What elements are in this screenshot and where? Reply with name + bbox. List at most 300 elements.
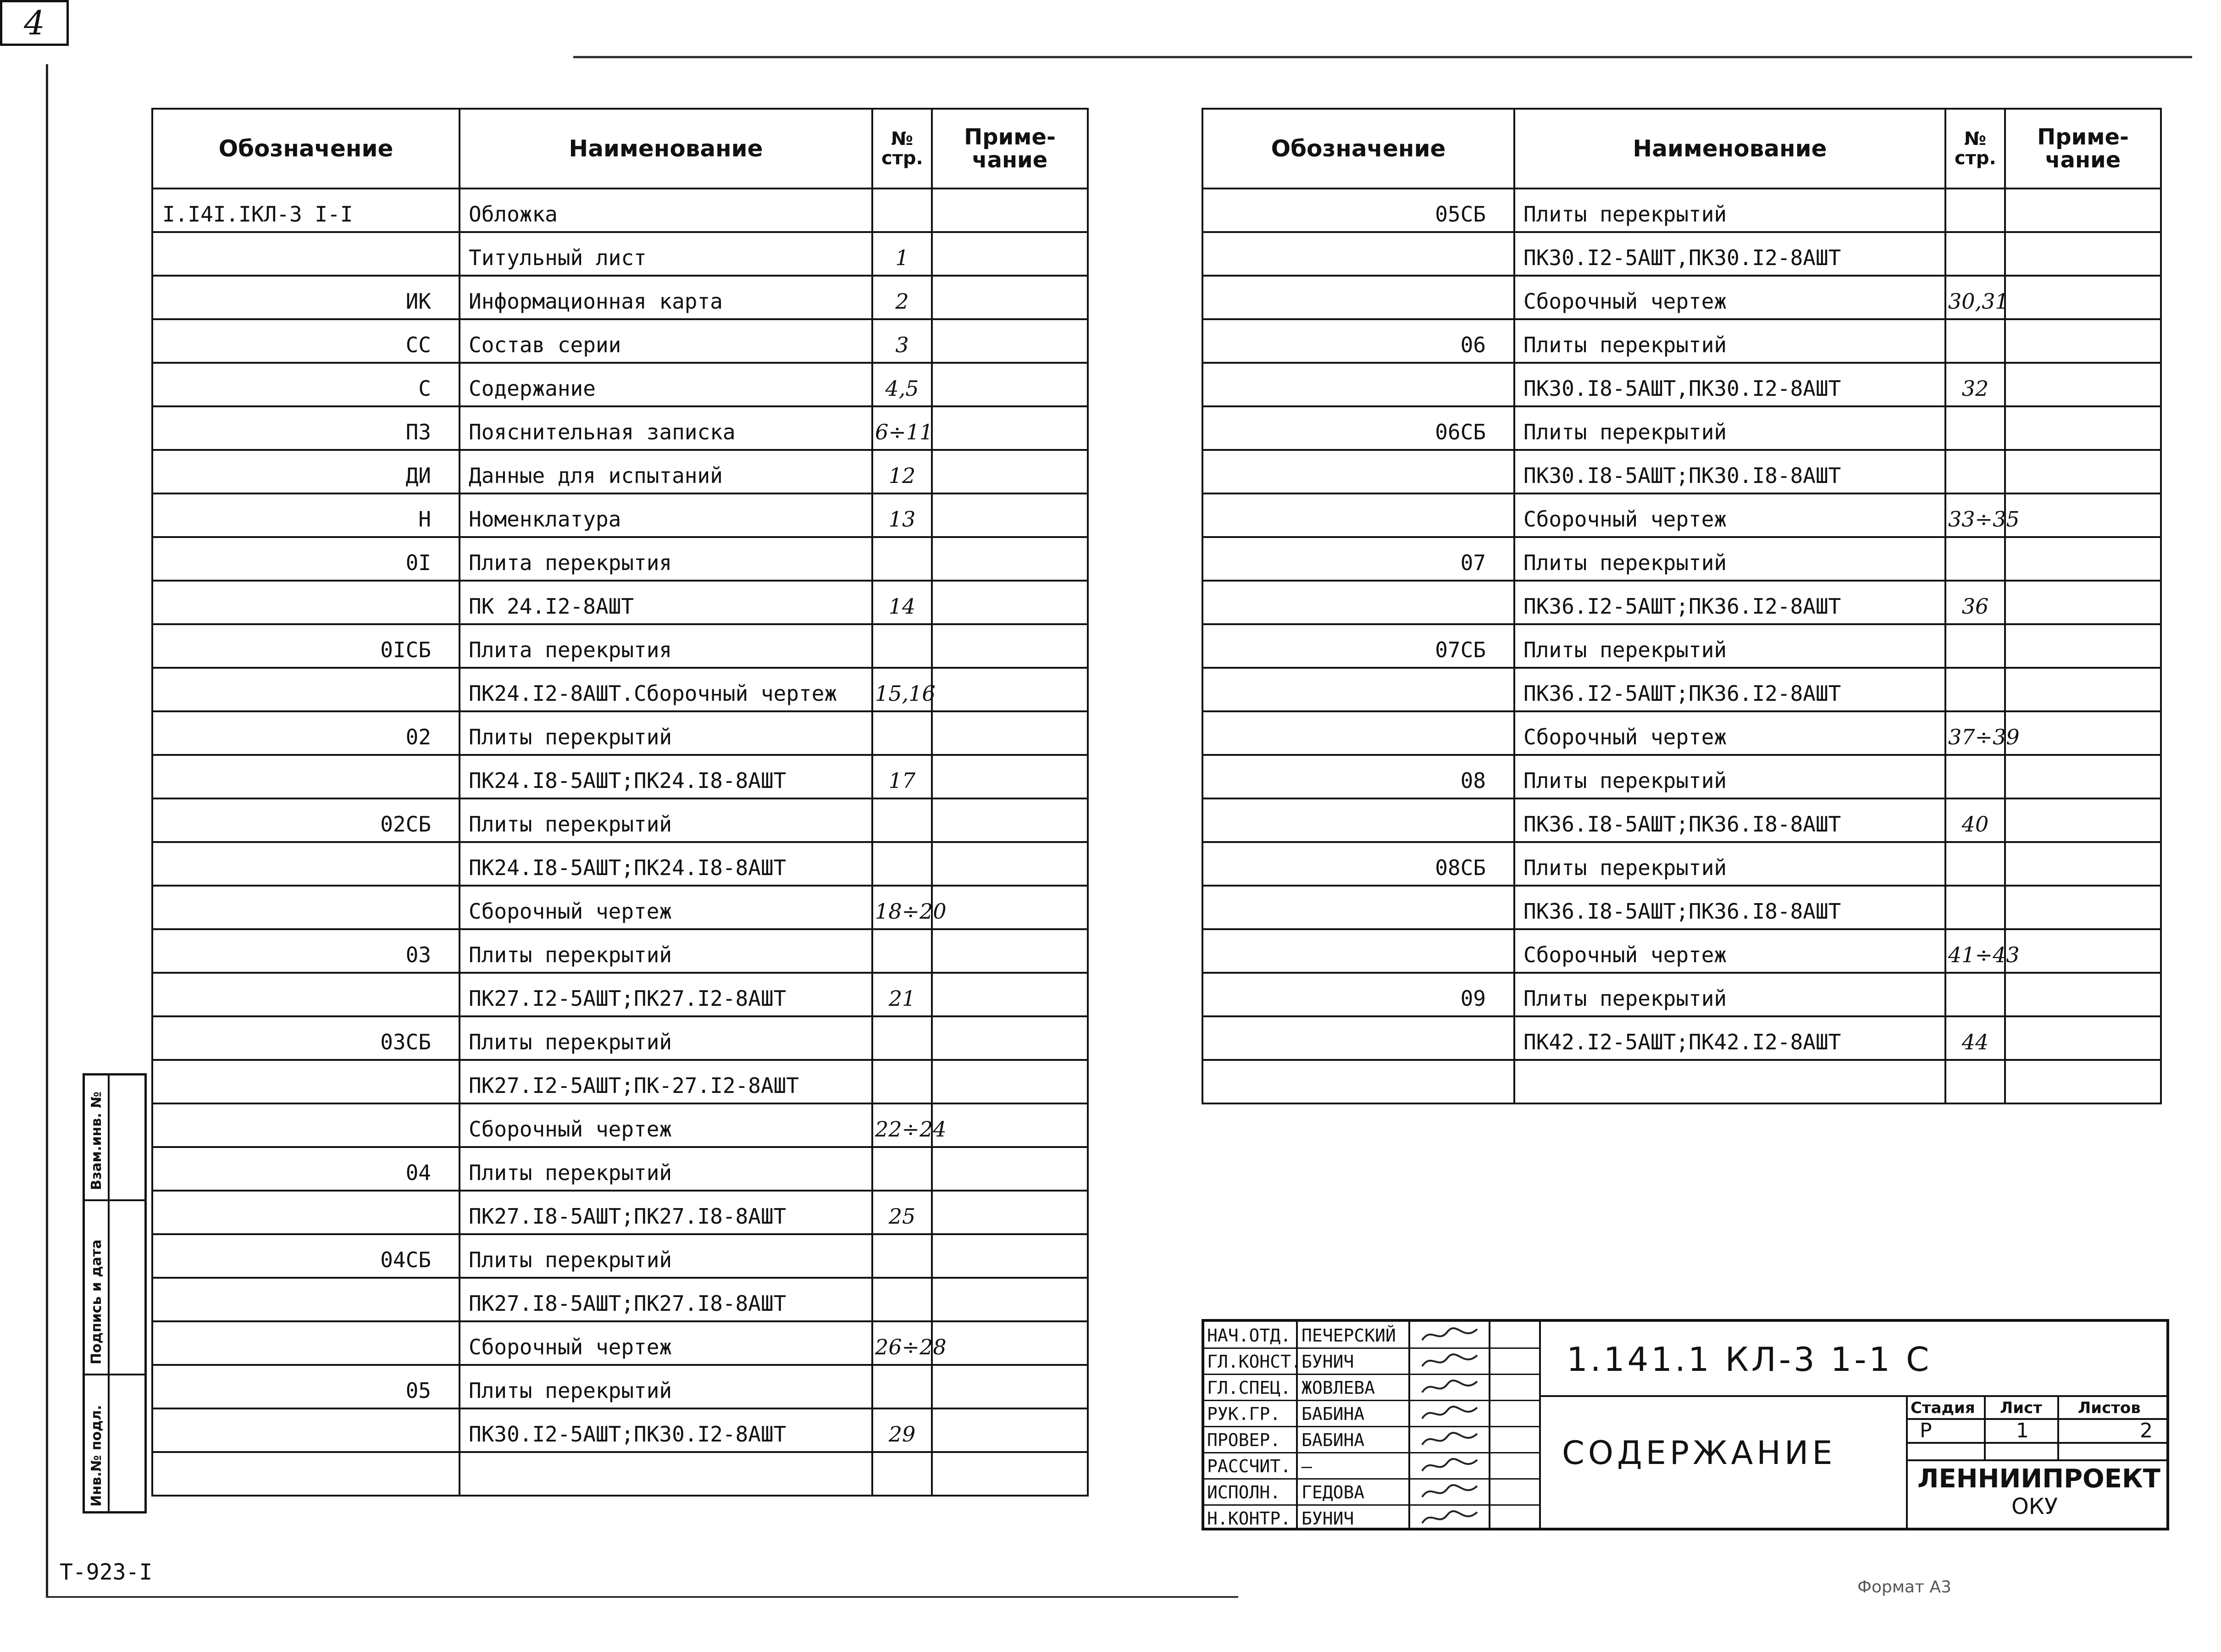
note-cell <box>932 188 1088 232</box>
name-cell: Содержание <box>460 363 872 406</box>
name-cell: ПК36.I8-5АШТ;ПК36.I8-8АШТ <box>1514 798 1945 842</box>
note-cell <box>2005 668 2161 711</box>
page-number-header: № стр. <box>1945 109 2005 188</box>
table-row <box>1202 842 2161 886</box>
page-number-cell <box>1945 624 2005 668</box>
name-cell: ПК30.I2-5АШТ,ПК30.I2-8АШТ <box>1514 232 1945 276</box>
note-cell <box>932 581 1088 624</box>
table-row <box>152 188 1088 232</box>
page-number-cell <box>872 1452 932 1496</box>
signature-mark <box>1420 1480 1479 1507</box>
designation-cell: С <box>152 363 460 406</box>
inv-orig-label: Инв.№ подл. <box>89 1405 105 1507</box>
designation-cell: 0IСБ <box>152 624 460 668</box>
name-cell: Данные для испытаний <box>460 450 872 493</box>
name-cell: Плиты перекрытий <box>1514 973 1945 1016</box>
page-number-cell <box>1945 973 2005 1016</box>
table-row <box>152 1016 1088 1060</box>
designation-cell: 04СБ <box>152 1234 460 1278</box>
signer-name: — <box>1302 1456 1312 1476</box>
page-number-cell: 15,16 <box>872 668 932 711</box>
name-cell: Сборочный чертеж <box>1514 493 1945 537</box>
designation-cell <box>152 842 460 886</box>
name-cell: Состав серии <box>460 319 872 363</box>
note-cell <box>2005 493 2161 537</box>
page-number-cell: 6÷11 <box>872 406 932 450</box>
page-number-cell <box>872 1234 932 1278</box>
table-row <box>152 1234 1088 1278</box>
note-cell <box>2005 798 2161 842</box>
table-row <box>1202 668 2161 711</box>
note-cell <box>2005 188 2161 232</box>
page-number-header: № стр. <box>872 109 932 188</box>
organization-name: ЛЕННИИПРОЕКТ <box>1917 1464 2160 1494</box>
page-number-cell <box>872 624 932 668</box>
table-row <box>1202 276 2161 319</box>
page-number-cell: 30,31 <box>1945 276 2005 319</box>
note-cell <box>932 1191 1088 1234</box>
designation-cell: 03 <box>152 929 460 973</box>
table-row <box>1202 232 2161 276</box>
page-number-cell: 12 <box>872 450 932 493</box>
name-cell: Плита перекрытия <box>460 624 872 668</box>
note-cell <box>932 1278 1088 1321</box>
signature-mark <box>1420 1507 1479 1533</box>
signer-name: БАБИНА <box>1302 1404 1365 1424</box>
note-cell <box>2005 842 2161 886</box>
table-row <box>152 232 1088 276</box>
name-header: Наименование <box>1514 109 1945 188</box>
note-cell <box>932 1321 1088 1365</box>
table-row <box>152 1278 1088 1321</box>
name-cell: ПК27.I2-5АШТ;ПК27.I2-8АШТ <box>460 973 872 1016</box>
name-cell: ПК24.I8-5АШТ;ПК24.I8-8АШТ <box>460 755 872 798</box>
signer-row <box>1204 1374 1539 1401</box>
designation-cell: 06СБ <box>1202 406 1514 450</box>
sign-date-label: Подпись и дата <box>89 1239 105 1364</box>
page-number-cell <box>1945 755 2005 798</box>
title-block <box>1202 1319 2169 1530</box>
note-cell <box>932 798 1088 842</box>
page-number-cell <box>1945 537 2005 581</box>
designation-cell: 05 <box>152 1365 460 1408</box>
page-number-cell: 44 <box>1945 1016 2005 1060</box>
name-cell: Сборочный чертеж <box>460 1321 872 1365</box>
designation-cell: 08СБ <box>1202 842 1514 886</box>
page-number-cell: 2 <box>872 276 932 319</box>
stage-value: Р <box>1920 1419 1932 1442</box>
table-row <box>152 581 1088 624</box>
page-number-cell <box>1945 319 2005 363</box>
table-row <box>152 319 1088 363</box>
frame-top-line <box>573 56 2192 58</box>
name-cell: Пояснительная записка <box>460 406 872 450</box>
page-number-cell <box>872 1278 932 1321</box>
table-row <box>1202 1016 2161 1060</box>
designation-cell <box>152 755 460 798</box>
name-cell <box>1514 1060 1945 1103</box>
designation-cell <box>152 1321 460 1365</box>
signature-mark <box>1420 1376 1479 1402</box>
designation-cell: 06 <box>1202 319 1514 363</box>
name-cell: ПК30.I2-5АШТ;ПК30.I2-8АШТ <box>460 1408 872 1452</box>
name-cell: Плиты перекрытий <box>460 1016 872 1060</box>
note-cell <box>2005 363 2161 406</box>
page-number-cell <box>872 1060 932 1103</box>
note-cell <box>2005 232 2161 276</box>
note-cell <box>2005 1060 2161 1103</box>
left-contents-table <box>151 108 1089 1497</box>
table-row <box>1202 406 2161 450</box>
signer-row <box>1204 1452 1539 1480</box>
designation-cell <box>152 1103 460 1147</box>
name-cell: Плиты перекрытий <box>1514 755 1945 798</box>
name-cell: Сборочный чертеж <box>460 886 872 929</box>
name-cell: Обложка <box>460 188 872 232</box>
note-cell <box>932 493 1088 537</box>
designation-cell <box>152 1408 460 1452</box>
note-cell <box>932 1365 1088 1408</box>
name-cell: Плиты перекрытий <box>1514 624 1945 668</box>
table-row <box>1202 450 2161 493</box>
page-number-cell: 14 <box>872 581 932 624</box>
designation-cell <box>1202 711 1514 755</box>
name-cell: ПК24.I2-8АШТ.Сборочный чертеж <box>460 668 872 711</box>
signature-mark <box>1420 1324 1479 1350</box>
page-number-cell: 18÷20 <box>872 886 932 929</box>
designation-cell <box>1202 232 1514 276</box>
table-row <box>152 711 1088 755</box>
page-number-cell <box>1945 1060 2005 1103</box>
table-row <box>1202 929 2161 973</box>
designation-cell <box>1202 886 1514 929</box>
sheets-value: 2 <box>2140 1419 2153 1442</box>
designation-header: Обозначение <box>152 109 460 188</box>
signer-role: ПРОВЕР. <box>1207 1430 1281 1450</box>
page-number-cell <box>872 1147 932 1191</box>
table-row <box>152 886 1088 929</box>
table-row <box>152 842 1088 886</box>
table-row <box>152 1452 1088 1496</box>
designation-cell <box>1202 276 1514 319</box>
table-row <box>1202 1060 2161 1103</box>
name-cell: Плиты перекрытий <box>1514 188 1945 232</box>
note-cell <box>932 624 1088 668</box>
page-number-cell <box>872 798 932 842</box>
page-number-cell: 36 <box>1945 581 2005 624</box>
designation-cell <box>152 973 460 1016</box>
note-cell <box>932 537 1088 581</box>
note-cell <box>932 363 1088 406</box>
signer-row <box>1204 1426 1539 1453</box>
table-row <box>152 1147 1088 1191</box>
name-cell: ПК36.I2-5АШТ;ПК36.I2-8АШТ <box>1514 668 1945 711</box>
name-cell: Сборочный чертеж <box>460 1103 872 1147</box>
table-row <box>1202 711 2161 755</box>
designation-cell <box>152 1452 460 1496</box>
name-cell <box>460 1452 872 1496</box>
page-number-cell: 1 <box>872 232 932 276</box>
note-cell <box>932 886 1088 929</box>
name-cell: ПК36.I2-5АШТ;ПК36.I2-8АШТ <box>1514 581 1945 624</box>
page-number-cell <box>1945 450 2005 493</box>
note-cell <box>2005 276 2161 319</box>
designation-cell: 09 <box>1202 973 1514 1016</box>
signer-row <box>1204 1348 1539 1375</box>
page-number-cell <box>872 537 932 581</box>
signer-name: БУНИЧ <box>1302 1508 1354 1529</box>
designation-cell <box>1202 450 1514 493</box>
note-cell <box>2005 581 2161 624</box>
table-row <box>152 406 1088 450</box>
note-cell <box>2005 1016 2161 1060</box>
name-cell: Сборочный чертеж <box>1514 929 1945 973</box>
designation-cell <box>1202 1060 1514 1103</box>
designation-cell <box>152 1060 460 1103</box>
page-number-cell <box>872 188 932 232</box>
signature-mark <box>1420 1428 1479 1454</box>
designation-cell <box>1202 581 1514 624</box>
signer-role: РАССЧИТ. <box>1207 1456 1291 1476</box>
designation-cell <box>1202 1016 1514 1060</box>
table-row <box>1202 886 2161 929</box>
designation-header: Обозначение <box>1202 109 1514 188</box>
signer-role: НАЧ.ОТД. <box>1207 1325 1291 1346</box>
designation-cell <box>1202 929 1514 973</box>
signer-row <box>1204 1479 1539 1506</box>
table-row <box>152 798 1088 842</box>
page-number-cell: 32 <box>1945 363 2005 406</box>
name-cell: Сборочный чертеж <box>1514 276 1945 319</box>
name-cell: Плиты перекрытий <box>460 1365 872 1408</box>
designation-cell: ИК <box>152 276 460 319</box>
table-header-row <box>1202 109 2161 188</box>
note-cell <box>2005 711 2161 755</box>
signer-name: ПЕЧЕРСКИЙ <box>1302 1325 1396 1346</box>
organization-division: ОКУ <box>2011 1494 2058 1519</box>
name-header: Наименование <box>460 109 872 188</box>
note-cell <box>932 929 1088 973</box>
stage-label: Стадия <box>1911 1399 1975 1417</box>
note-cell <box>932 1452 1088 1496</box>
note-cell <box>2005 319 2161 363</box>
note-cell <box>932 973 1088 1016</box>
page-number-cell: 4,5 <box>872 363 932 406</box>
name-cell: ПК24.I8-5АШТ;ПК24.I8-8АШТ <box>460 842 872 886</box>
page-number-cell <box>1945 232 2005 276</box>
note-cell <box>932 1408 1088 1452</box>
table-row <box>152 668 1088 711</box>
frame-bottom-line <box>46 1596 1238 1598</box>
name-cell: ПК27.I8-5АШТ;ПК27.I8-8АШТ <box>460 1191 872 1234</box>
designation-cell: 02 <box>152 711 460 755</box>
page-number-cell: 17 <box>872 755 932 798</box>
name-cell: Плиты перекрытий <box>460 711 872 755</box>
name-cell: Информационная карта <box>460 276 872 319</box>
note-cell <box>2005 406 2161 450</box>
footer-code: Т-923-I <box>60 1559 153 1585</box>
name-cell: ПК27.I2-5АШТ;ПК-27.I2-8АШТ <box>460 1060 872 1103</box>
name-cell: ПК 24.I2-8АШТ <box>460 581 872 624</box>
name-cell: Плиты перекрытий <box>460 1234 872 1278</box>
frame-left-line <box>46 64 48 1596</box>
note-cell <box>932 232 1088 276</box>
page-number-cell: 3 <box>872 319 932 363</box>
name-cell: ПК27.I8-5АШТ;ПК27.I8-8АШТ <box>460 1278 872 1321</box>
name-cell: ПК30.I8-5АШТ;ПК30.I8-8АШТ <box>1514 450 1945 493</box>
name-cell: ПК42.I2-5АШТ;ПК42.I2-8АШТ <box>1514 1016 1945 1060</box>
designation-cell <box>1202 493 1514 537</box>
note-cell <box>932 1016 1088 1060</box>
table-row <box>152 1103 1088 1147</box>
name-cell: Плиты перекрытий <box>1514 537 1945 581</box>
table-row <box>152 450 1088 493</box>
page-number-cell <box>1945 842 2005 886</box>
page-number-cell: 26÷28 <box>872 1321 932 1365</box>
designation-cell <box>152 886 460 929</box>
page-number-cell: 37÷39 <box>1945 711 2005 755</box>
designation-cell: 07 <box>1202 537 1514 581</box>
page-number-cell: 21 <box>872 973 932 1016</box>
table-row <box>1202 319 2161 363</box>
name-cell: Плиты перекрытий <box>460 929 872 973</box>
table-row <box>152 973 1088 1016</box>
page-number-cell: 22÷24 <box>872 1103 932 1147</box>
signer-name: ЖОВЛЕВА <box>1302 1378 1375 1398</box>
page-number-cell: 13 <box>872 493 932 537</box>
name-cell: ПК36.I8-5АШТ;ПК36.I8-8АШТ <box>1514 886 1945 929</box>
designation-cell: СС <box>152 319 460 363</box>
sheet-number: 4 <box>0 0 69 46</box>
table-row <box>152 1321 1088 1365</box>
name-cell: Плиты перекрытий <box>1514 319 1945 363</box>
designation-cell: ПЗ <box>152 406 460 450</box>
page-number-cell: 25 <box>872 1191 932 1234</box>
page-number-cell <box>1945 188 2005 232</box>
designation-cell: 02СБ <box>152 798 460 842</box>
note-cell <box>932 668 1088 711</box>
designation-cell: 05СБ <box>1202 188 1514 232</box>
signer-name: ГЕДОВА <box>1302 1482 1365 1502</box>
note-header: Приме- чание <box>932 109 1088 188</box>
note-cell <box>932 319 1088 363</box>
signer-role: ГЛ.КОНСТ. <box>1207 1352 1302 1372</box>
table-row <box>1202 493 2161 537</box>
table-row <box>152 1408 1088 1452</box>
name-cell: Плита перекрытия <box>460 537 872 581</box>
note-cell <box>932 1103 1088 1147</box>
page-number-cell <box>872 929 932 973</box>
name-cell: Номенклатура <box>460 493 872 537</box>
table-row <box>152 929 1088 973</box>
name-cell: Плиты перекрытий <box>460 1147 872 1191</box>
note-cell <box>932 711 1088 755</box>
table-row <box>1202 755 2161 798</box>
name-cell: Сборочный чертеж <box>1514 711 1945 755</box>
designation-cell: I.I4I.IKЛ-3 I-I <box>152 188 460 232</box>
signer-row <box>1204 1322 1539 1349</box>
sheet-value: 1 <box>2016 1419 2029 1442</box>
note-cell <box>932 406 1088 450</box>
signer-role: Н.КОНТР. <box>1207 1508 1291 1529</box>
page-number-cell <box>1945 886 2005 929</box>
table-row <box>152 493 1088 537</box>
signer-name: БУНИЧ <box>1302 1352 1354 1372</box>
note-cell <box>2005 624 2161 668</box>
table-row <box>152 755 1088 798</box>
page-number-cell: 29 <box>872 1408 932 1452</box>
table-row <box>1202 188 2161 232</box>
table-row <box>152 624 1088 668</box>
signer-row <box>1204 1400 1539 1427</box>
designation-cell <box>1202 668 1514 711</box>
designation-cell: Н <box>152 493 460 537</box>
note-cell <box>932 276 1088 319</box>
table-row <box>152 537 1088 581</box>
table-row <box>1202 624 2161 668</box>
table-row <box>1202 798 2161 842</box>
name-cell: Титульный лист <box>460 232 872 276</box>
designation-cell <box>152 232 460 276</box>
note-cell <box>932 1060 1088 1103</box>
designation-cell <box>152 581 460 624</box>
page-number-cell <box>872 842 932 886</box>
signature-mark <box>1420 1402 1479 1428</box>
table-row <box>152 363 1088 406</box>
signer-row <box>1204 1505 1539 1530</box>
designation-cell: 04 <box>152 1147 460 1191</box>
format-label: Формат А3 <box>1857 1578 1952 1597</box>
name-cell: Плиты перекрытий <box>1514 406 1945 450</box>
signer-role: ГЛ.СПЕЦ. <box>1207 1378 1291 1398</box>
right-contents-table <box>1202 108 2162 1104</box>
table-header-row <box>152 109 1088 188</box>
table-row <box>152 1060 1088 1103</box>
note-cell <box>932 450 1088 493</box>
note-cell <box>2005 450 2161 493</box>
note-cell <box>2005 973 2161 1016</box>
page-number-cell: 41÷43 <box>1945 929 2005 973</box>
note-cell <box>932 755 1088 798</box>
name-cell: ПК30.I8-5АШТ,ПК30.I2-8АШТ <box>1514 363 1945 406</box>
page-number-cell: 40 <box>1945 798 2005 842</box>
page-number-cell <box>1945 668 2005 711</box>
signature-mark <box>1420 1350 1479 1376</box>
inv-replace-label: Взам.инв. № <box>89 1091 105 1190</box>
page-number-cell <box>872 711 932 755</box>
table-row <box>1202 581 2161 624</box>
table-row <box>1202 537 2161 581</box>
note-cell <box>2005 537 2161 581</box>
note-header: Приме- чание <box>2005 109 2161 188</box>
page-number-cell <box>872 1016 932 1060</box>
designation-cell: 08 <box>1202 755 1514 798</box>
signature-mark <box>1420 1454 1479 1480</box>
signer-role: ИСПОЛН. <box>1207 1482 1281 1502</box>
designation-cell: 03СБ <box>152 1016 460 1060</box>
page-number-cell <box>872 1365 932 1408</box>
designation-cell: 07СБ <box>1202 624 1514 668</box>
table-row <box>152 276 1088 319</box>
note-cell <box>2005 929 2161 973</box>
note-cell <box>932 1234 1088 1278</box>
designation-cell <box>1202 363 1514 406</box>
signer-role: РУК.ГР. <box>1207 1404 1281 1424</box>
sheet-title: СОДЕРЖАНИЕ <box>1562 1434 1836 1472</box>
name-cell: Плиты перекрытий <box>1514 842 1945 886</box>
table-row <box>152 1191 1088 1234</box>
signer-name: БАБИНА <box>1302 1430 1365 1450</box>
